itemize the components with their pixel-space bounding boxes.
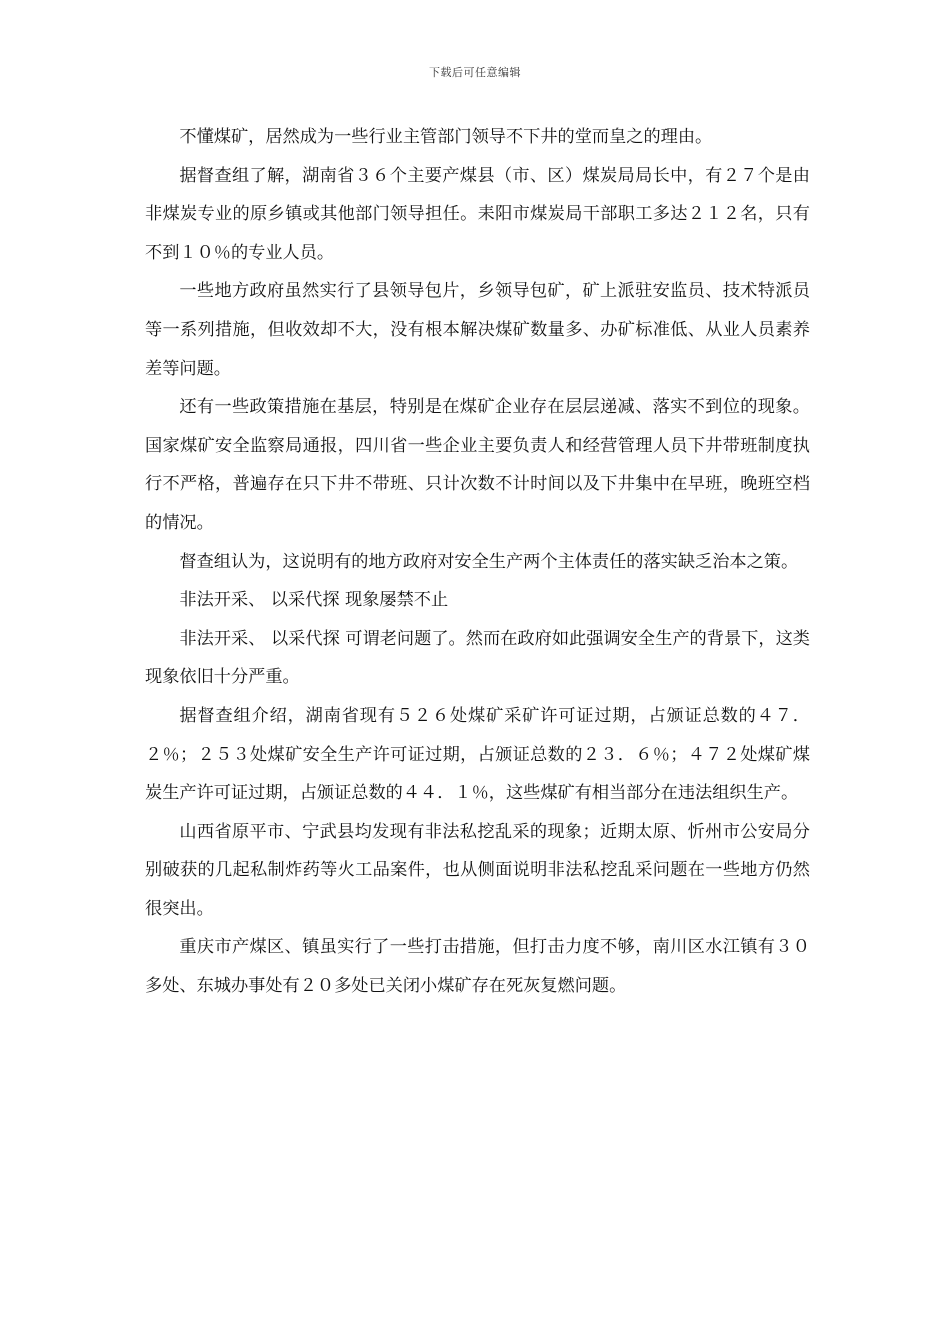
paragraph: 据督查组了解，湖南省３６个主要产煤县（市、区）煤炭局局长中，有２７个是由非煤炭专业的原乡镇或其他部门领导担任。耒阳市煤炭局干部职工多达２１２名，只有不到１０％的专业人员。 [145, 165, 810, 263]
paragraph: 重庆市产煤区、镇虽实行了一些打击措施，但打击力度不够，南川区水江镇有３０多处、东城办事处有２０多处已关闭小煤矿存在死灰复燃问题。 [145, 937, 810, 997]
section-heading: 非法开采、 以采代探 现象屡禁不止 [179, 590, 449, 611]
paragraph: 非法开采、 以采代探 可谓老问题了。然而在政府如此强调安全生产的背景下，这类现象依旧十分严重。 [145, 628, 810, 688]
paragraph: 不懂煤矿，居然成为一些行业主管部门领导不下井的堂而皇之的理由。 [179, 127, 713, 147]
document-body [145, 118, 810, 1006]
paragraph: 督查组认为，这说明有的地方政府对安全生产两个主体责任的落实缺乏治本之策。 [179, 551, 799, 572]
paragraph: 还有一些政策措施在基层，特别是在煤矿企业存在层层递减、落实不到位的现象。国家煤矿安全监察局通报，四川省一些企业主要负责人和经营管理人员下井带班制度执行不严格，普遍存在只下井不带班、只计次数不计时间以及下井集中在早班，晚班空档的情况。 [145, 397, 810, 533]
header-note: 下载后可任意编辑 [429, 66, 521, 79]
paragraph: 山西省原平市、宁武县均发现有非法私挖乱采的现象；近期太原、忻州市公安局分别破获的几起私制炸药等火工品案件，也从侧面说明非法私挖乱采问题在一些地方仍然很突出。 [145, 821, 810, 919]
paragraph: 一些地方政府虽然实行了县领导包片，乡领导包矿，矿上派驻安监员、技术特派员等一系列措施，但收效却不大，没有根本解决煤矿数量多、办矿标准低、从业人员素养差等问题。 [145, 281, 810, 379]
paragraph: 据督查组介绍，湖南省现有５２６处煤矿采矿许可证过期，占颁证总数的４７．２％；２５３处煤矿安全生产许可证过期，占颁证总数的２３．６％；４７２处煤矿煤炭生产许可证过期，占颁证总数的４４．１％，这些煤矿有相当部分在违法组织生产。 [145, 705, 810, 804]
